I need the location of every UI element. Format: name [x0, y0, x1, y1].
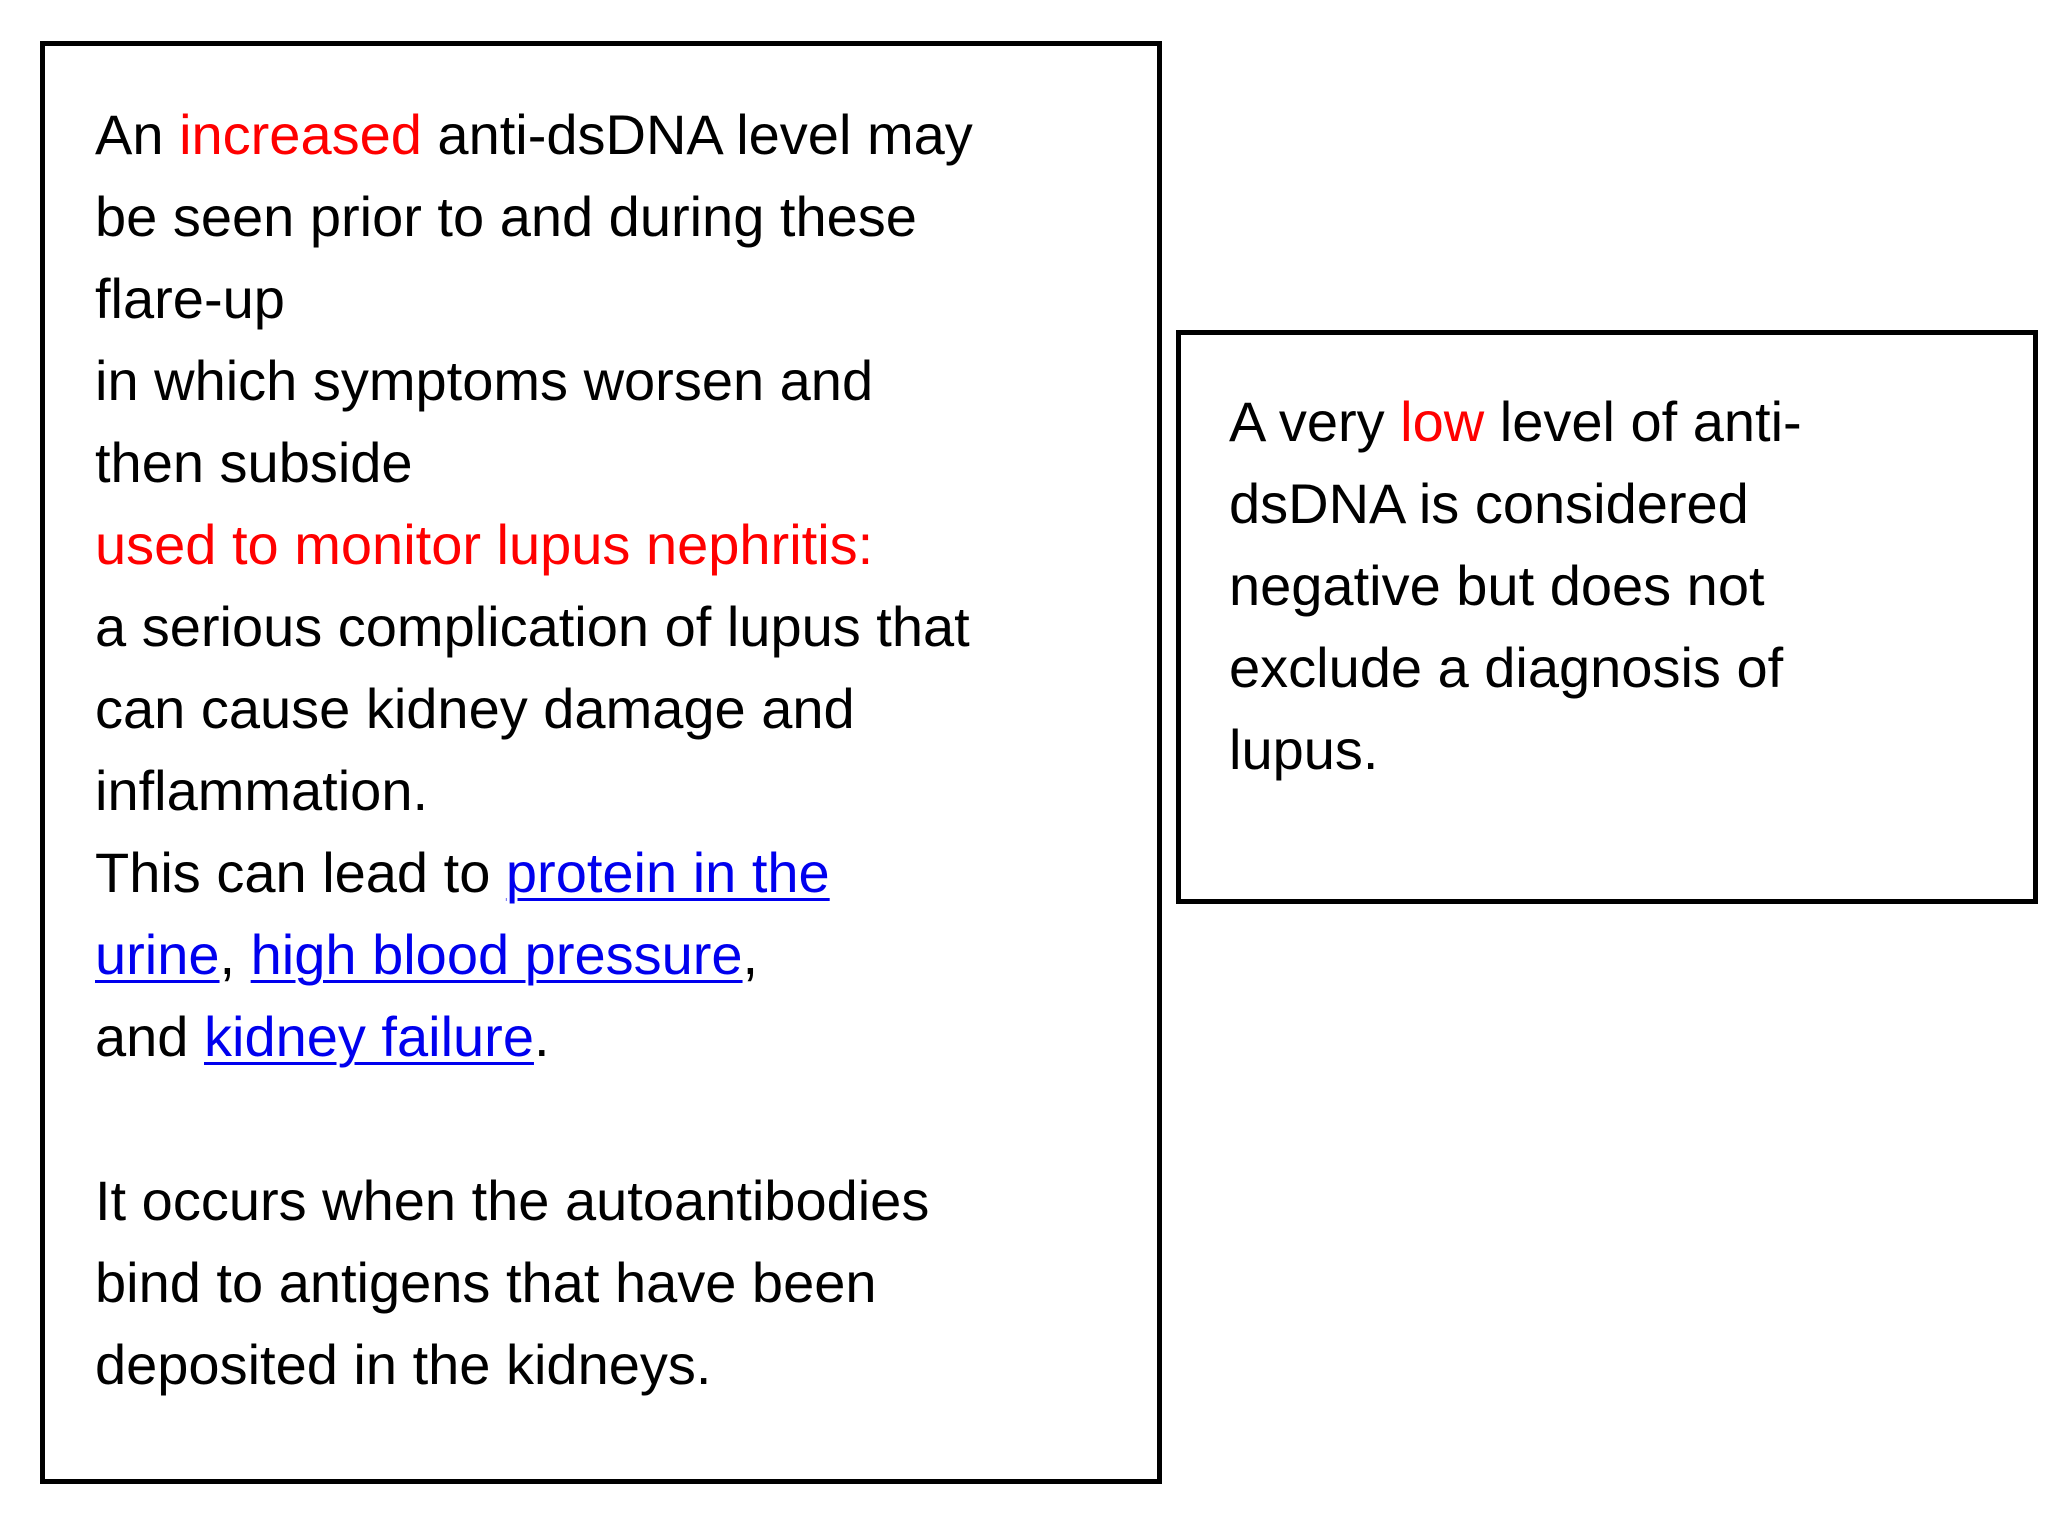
text-line: negative but does not	[1229, 554, 1765, 617]
link-protein-in-the-urine[interactable]: protein in the	[505, 841, 830, 904]
text-line: inflammation.	[95, 759, 429, 822]
text-line: This can lead to protein in the	[95, 841, 830, 904]
text-line: then subside	[95, 431, 413, 494]
text-line: dsDNA is considered	[1229, 472, 1749, 535]
emphasis-increased: increased	[179, 103, 422, 166]
emphasis-lupus-nephritis: used to monitor lupus nephritis:	[95, 513, 874, 576]
text-line: deposited in the kidneys.	[95, 1333, 712, 1396]
text-line: in which symptoms worsen and	[95, 349, 874, 412]
text-line: and kidney failure.	[95, 1005, 550, 1068]
text-line: lupus.	[1229, 718, 1379, 781]
right-text-box	[1176, 330, 2038, 904]
link-high-blood-pressure[interactable]: high blood pressure	[250, 923, 743, 986]
left-paragraph	[95, 94, 1117, 1406]
link-kidney-failure[interactable]: kidney failure	[204, 1005, 534, 1068]
right-paragraph	[1229, 381, 1993, 791]
text-line: be seen prior to and during these	[95, 185, 917, 248]
text-line: urine, high blood pressure,	[95, 923, 759, 986]
text-line: It occurs when the autoantibodies	[95, 1169, 930, 1232]
link-protein-in-the-urine-cont[interactable]: urine	[95, 923, 220, 986]
text-line: exclude a diagnosis of	[1229, 636, 1784, 699]
text-line: A very low level of anti-	[1229, 390, 1802, 453]
text-line: bind to antigens that have been	[95, 1251, 877, 1314]
left-text-box	[40, 41, 1162, 1484]
text-line: can cause kidney damage and	[95, 677, 855, 740]
text-line: a serious complication of lupus that	[95, 595, 970, 658]
emphasis-low: low	[1400, 390, 1485, 453]
paragraph-gap	[95, 1078, 1117, 1160]
text-line: An increased anti-dsDNA level may	[95, 103, 973, 166]
text-line: flare-up	[95, 267, 285, 330]
